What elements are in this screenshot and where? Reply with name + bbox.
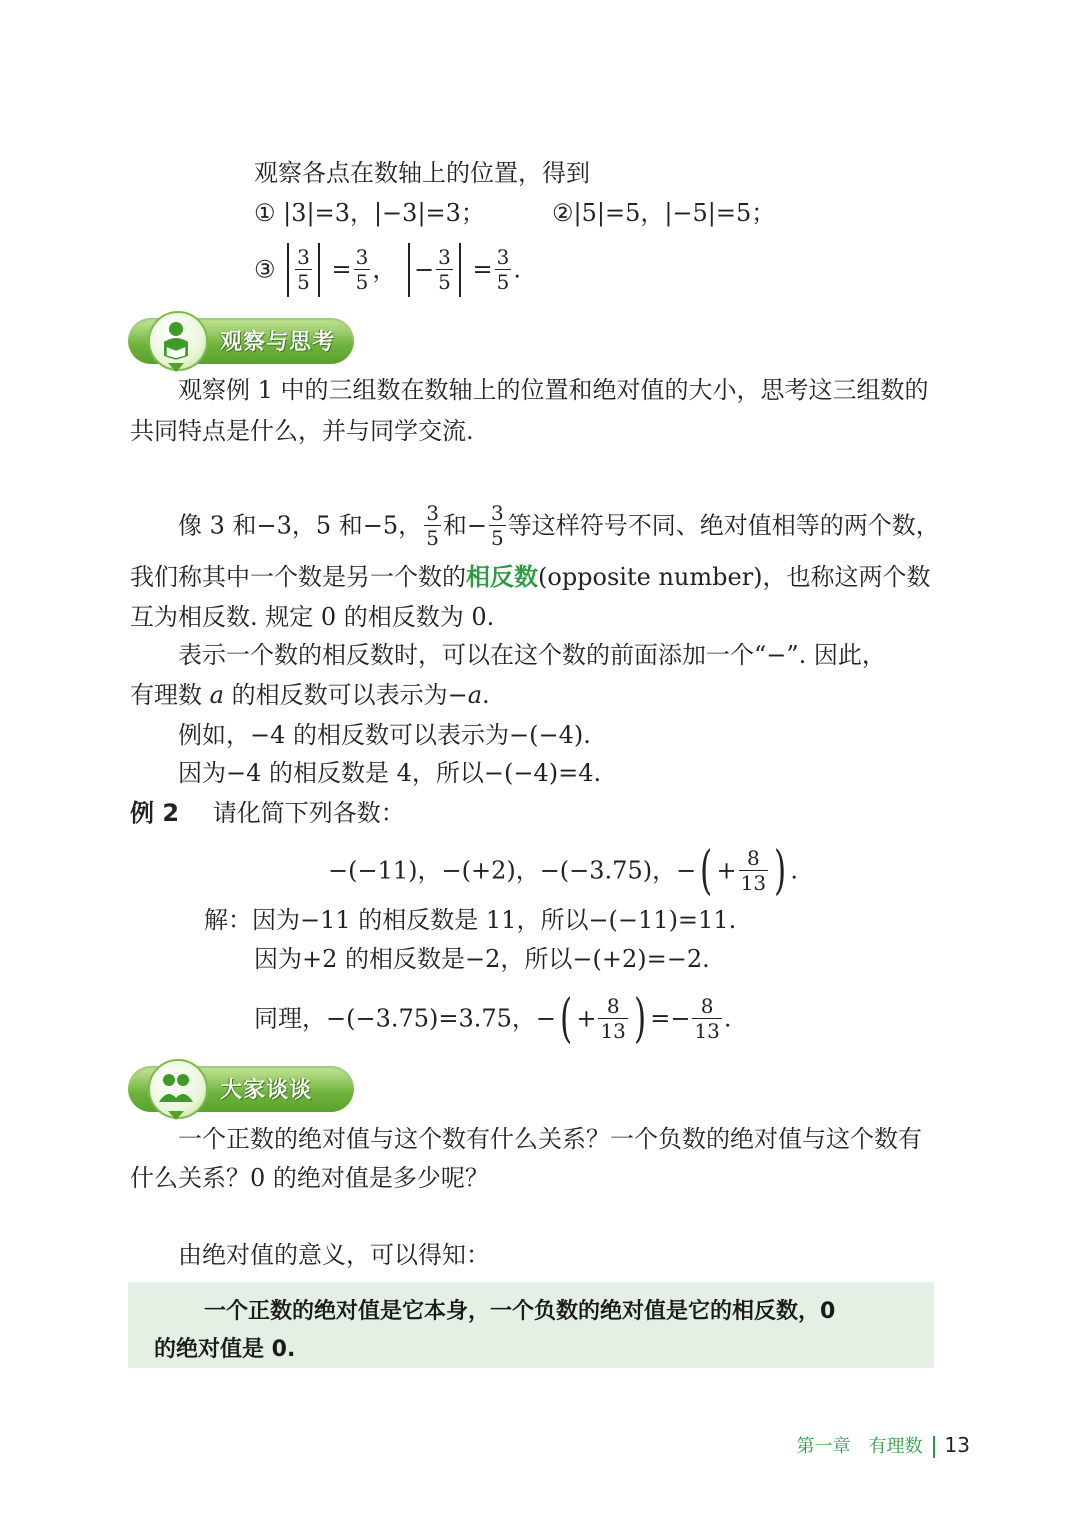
- fraction: $\frac{3}{5}$: [491, 501, 504, 550]
- fraction: $\frac{8}{13}$: [600, 994, 626, 1043]
- equation-text: |5|=5，|−5|=5；: [573, 199, 776, 227]
- example-2-heading: [130, 798, 405, 828]
- definition-line-2: 我们称其中一个数是另一个数的相反数(opposite number)，也称这两个数: [130, 563, 931, 591]
- observe-line-1: 观察例 1 中的三组数在数轴上的位置和绝对值的大小，思考这三组数的: [178, 376, 929, 404]
- rule-line-2: 的绝对值是 0.: [154, 1337, 296, 1362]
- fraction: $\frac{3}{5}$: [355, 245, 369, 294]
- rule-line-1: 一个正数的绝对值是它本身，一个负数的绝对值是它的相反数，0: [204, 1299, 836, 1324]
- fraction: $\frac{8}{13}$: [694, 994, 720, 1043]
- chapter-title: 第一章 有理数: [796, 1436, 923, 1457]
- fraction: $\frac{3}{5}$: [297, 245, 310, 294]
- abs-bar-right: [318, 243, 320, 297]
- footer-divider: [933, 1436, 935, 1458]
- page-number: 13: [944, 1433, 970, 1457]
- discussion-line-1: 一个正数的绝对值与这个数有什么关系？一个负数的绝对值与这个数有: [178, 1125, 922, 1153]
- badge-label: 大家谈谈: [220, 1078, 313, 1103]
- definition-line-1: 像 3 和−3，5 和−5， $\frac{3}{5}$ 和− $\frac{3}{5}$ 等这样符号不同、绝对值相等的两个数，: [178, 501, 940, 550]
- abs-bar-left: [287, 243, 289, 297]
- definition-line-6: 例如，−4 的相反数可以表示为−(−4).: [178, 721, 591, 749]
- conclusion-intro: 由绝对值的意义，可以得知：: [178, 1241, 490, 1269]
- reading-person-icon: [158, 320, 194, 360]
- equation-2: [552, 198, 775, 228]
- fraction: $\frac{3}{5}$: [496, 245, 510, 294]
- solution-line-3: 同理，−(−3.75)=3.75，−( + $\frac{8}{13}$ ) =− $\frac{8}{13}$ .: [254, 988, 732, 1049]
- example-label: 例 2: [130, 799, 180, 827]
- rule-box: [128, 1282, 934, 1368]
- observe-think-badge: [128, 318, 358, 364]
- definition-line-5: 有理数 a 的相反数可以表示为−a.: [130, 681, 490, 709]
- badge-label: 观察与思考: [220, 330, 336, 355]
- term-opposite-number: 相反数: [466, 563, 538, 591]
- fraction: $\frac{3}{5}$: [426, 501, 439, 550]
- definition-line-4: 表示一个数的相反数时，可以在这个数的前面添加一个“−”. 因此，: [178, 641, 886, 669]
- observe-line-2: 共同特点是什么，并与同学交流.: [130, 417, 474, 445]
- solution-label: 解：: [204, 906, 252, 934]
- solution-line-1: 解：因为−11 的相反数是 11，所以−(−11)=11.: [204, 906, 737, 934]
- equation-1: [254, 198, 485, 228]
- discussion-badge: [128, 1066, 358, 1112]
- definition-line-3: 互为相反数. 规定 0 的相反数为 0.: [130, 603, 495, 631]
- solution-line-2: 因为+2 的相反数是−2，所以−(+2)=−2.: [254, 945, 710, 973]
- definition-line-7: 因为−4 的相反数是 4，所以−(−4)=4.: [178, 759, 602, 787]
- abs-bar-right: [459, 243, 461, 297]
- fraction: $\frac{8}{13}$: [740, 846, 767, 895]
- example-2-expression: −(−11)，−(+2)，−(−3.75)，−( + $\frac{8}{13}$ ) .: [328, 840, 798, 901]
- page-footer: [797, 1432, 970, 1458]
- equation-marker: ①: [254, 199, 276, 227]
- discussion-line-2: 什么关系？0 的绝对值是多少呢？: [130, 1164, 489, 1192]
- intro-text: 观察各点在数轴上的位置，得到: [254, 159, 590, 187]
- equation-marker: ③: [254, 255, 276, 284]
- equation-3: ③ $\frac{3}{5}$ = $\frac{3}{5}$ ， − $\frac{3}{5}$ = $\frac{3}{5}$ .: [254, 238, 521, 298]
- fraction: $\frac{3}{5}$: [438, 245, 451, 294]
- group-people-icon: [158, 1068, 194, 1108]
- abs-bar-left: [408, 243, 410, 297]
- equation-marker: ②: [552, 199, 574, 227]
- equation-text: |3|=3，|−3|=3；: [283, 199, 485, 227]
- example-prompt: 请化简下列各数：: [212, 799, 405, 827]
